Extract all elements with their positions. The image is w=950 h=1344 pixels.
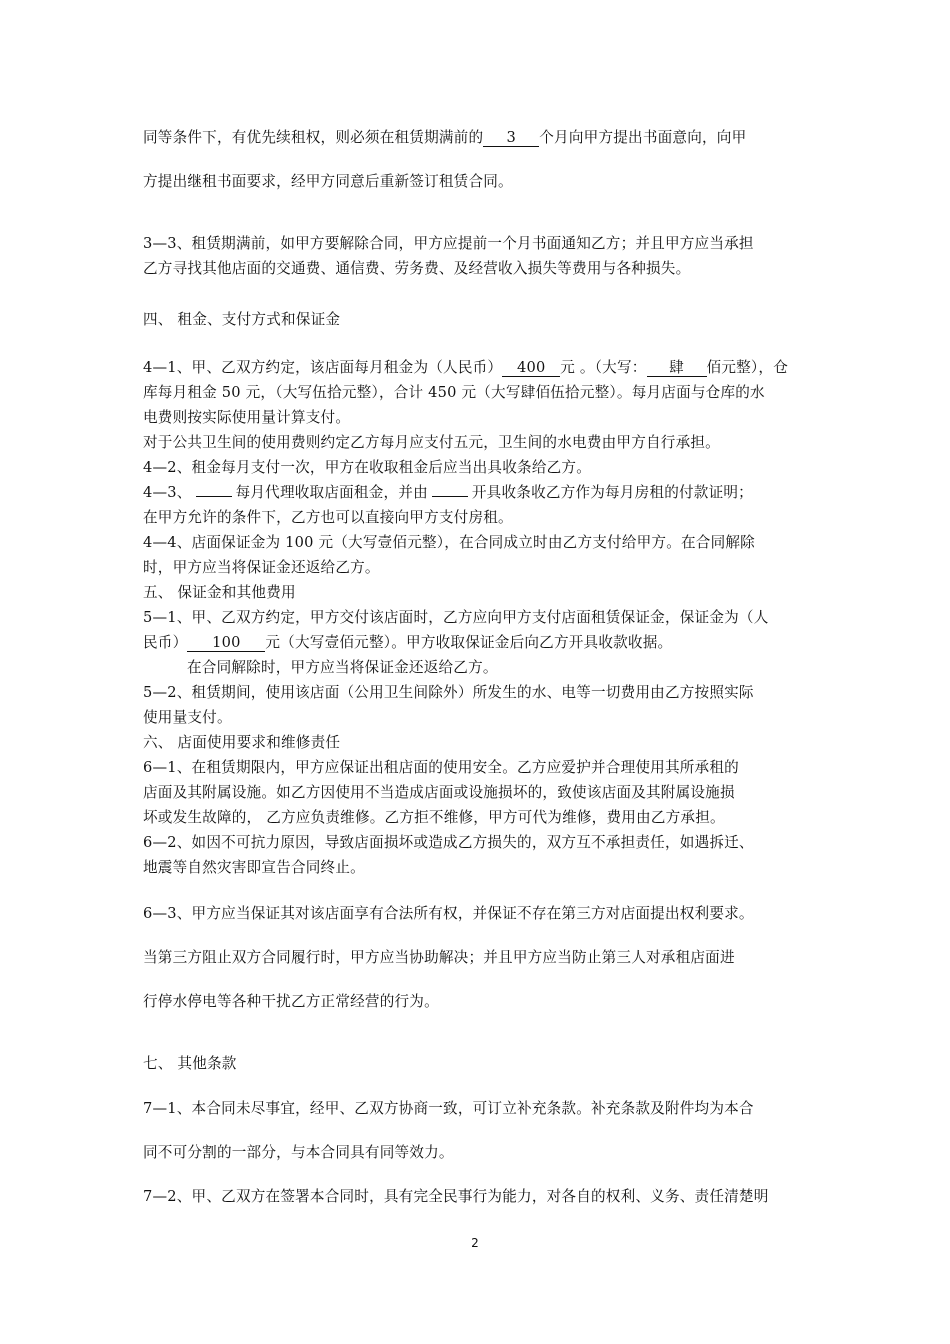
text-line: 电费则按实际使用量计算支付。 [143, 409, 351, 426]
text-line: 行停水停电等各种干扰乙方正常经营的行为。 [143, 993, 439, 1010]
text-segment: 开具收条收乙方作为每月房租的付款证明； [471, 484, 753, 501]
text-line: 店面及其附属设施。如乙方因使用不当造成店面或设施损坏的，致使该店面及其附属设施损 [143, 784, 735, 801]
text-line: 库每月租金 50 元，（大写伍拾元整），合计 450 元（大写肆佰伍拾元整）。每月店面与仓库的水 [143, 384, 765, 401]
text-segment: 同等条件下，有优先续租权，则必须在租赁期满前的 [143, 129, 484, 146]
filled-blank: 100 [187, 635, 265, 652]
text-line: 5—2、租赁期间，使用该店面（公用卫生间除外）所发生的水、电等一切费用由乙方按照实际 [143, 684, 754, 701]
text-line: 地震等自然灾害即宣告合同终止。 [143, 859, 365, 876]
text-line: 对于公共卫生间的使用费则约定乙方每月应支付五元，卫生间的水电费由甲方自行承担。 [143, 434, 720, 451]
text-segment: 4—1、甲、乙双方约定，该店面每月租金为（人民币） [143, 359, 503, 376]
section-heading: 六、 店面使用要求和维修责任 [143, 734, 341, 751]
text-line: 使用量支付。 [143, 709, 232, 726]
text-line: 在合同解除时，甲方应当将保证金还返给乙方。 [187, 659, 498, 676]
text-segment: 民币） [143, 634, 188, 651]
text-line [143, 358, 823, 378]
text-line: 在甲方允许的条件下，乙方也可以直接向甲方支付房租。 [143, 509, 513, 526]
filled-blank: 400 [502, 360, 560, 377]
page-number: 2 [471, 1236, 479, 1250]
empty-blank [196, 496, 232, 497]
text-line: 同不可分割的一部分，与本合同具有同等效力。 [143, 1144, 454, 1161]
filled-blank: 3 [483, 130, 539, 147]
text-line: 5—1、甲、乙双方约定，甲方交付该店面时，乙方应向甲方支付店面租赁保证金，保证金为（人 [143, 609, 769, 626]
text-line: 6—1、在租赁期限内，甲方应保证出租店面的使用安全。乙方应爱护并合理使用其所承租的 [143, 759, 739, 776]
text-line: 7—1、本合同未尽事宜，经甲、乙双方协商一致，可订立补充条款。补充条款及附件均为本合 [143, 1100, 754, 1117]
section-heading: 七、 其他条款 [143, 1055, 237, 1072]
text-line [143, 483, 823, 503]
text-line: 4—4、店面保证金为 100 元（大写壹佰元整），在合同成立时由乙方支付给甲方。在合同解除 [143, 534, 755, 551]
text-segment: 佰元整），仓 [706, 359, 789, 376]
text-line: 3—3、租赁期满前，如甲方要解除合同，甲方应提前一个月书面通知乙方；并且甲方应当承担 [143, 235, 754, 252]
text-segment: 每月代理收取店面租金，并由 [235, 484, 428, 501]
text-line: 乙方寻找其他店面的交通费、通信费、劳务费、及经营收入损失等费用与各种损失。 [143, 260, 691, 277]
text-line: 时，甲方应当将保证金还返给乙方。 [143, 559, 380, 576]
text-segment: 4—3、 [143, 484, 192, 501]
text-line [143, 633, 823, 653]
text-line: 4—2、租金每月支付一次，甲方在收取租金后应当出具收条给乙方。 [143, 459, 591, 476]
text-line: 当第三方阻止双方合同履行时，甲方应当协助解决；并且甲方应当防止第三人对承租店面进 [143, 949, 735, 966]
text-line: 坏或发生故障的， 乙方应负责维修。乙方拒不维修，甲方可代为维修，费用由乙方承担。 [143, 809, 725, 826]
text-line: 方提出继租书面要求，经甲方同意后重新签订租赁合同。 [143, 173, 513, 190]
filled-blank: 肆 [647, 360, 707, 377]
empty-blank [432, 496, 468, 497]
text-segment: 元（大写壹佰元整）。甲方收取保证金后向乙方开具收款收据。 [265, 634, 673, 651]
text-segment: 元 。（大写： [560, 359, 647, 376]
text-line: 6—3、甲方应当保证其对该店面享有合法所有权，并保证不存在第三方对店面提出权利要求。 [143, 905, 754, 922]
text-line [143, 128, 823, 148]
text-line: 6—2、如因不可抗力原因，导致店面损坏或造成乙方损失的，双方互不承担责任，如遇拆迁、 [143, 834, 754, 851]
text-segment: 个月向甲方提出书面意向，向甲 [539, 129, 747, 146]
section-heading: 四、 租金、支付方式和保证金 [143, 311, 341, 328]
text-line: 7—2、甲、乙双方在签署本合同时，具有完全民事行为能力，对各自的权利、义务、责任清楚明 [143, 1188, 769, 1205]
section-heading: 五、 保证金和其他费用 [143, 584, 296, 601]
